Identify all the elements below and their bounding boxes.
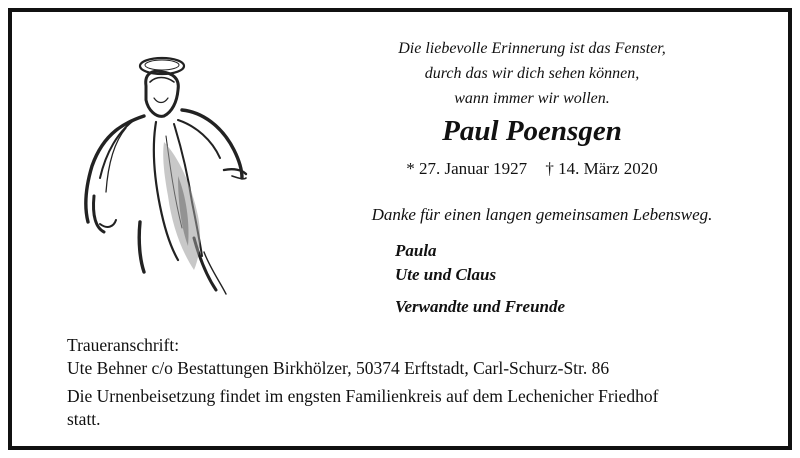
burial-note-continued: statt.	[67, 409, 101, 429]
mourner-name: Verwandte und Freunde	[395, 297, 566, 316]
obituary-frame	[8, 8, 792, 450]
burial-note: Die Urnenbeisetzung findet im engsten Familienkreis auf dem Lechenicher Friedhof	[67, 386, 659, 406]
mourners-list	[395, 239, 565, 319]
mourner-name: Ute und Claus	[395, 265, 497, 284]
footer-info	[67, 334, 787, 431]
memorial-poem	[312, 36, 752, 111]
deceased-name: Paul Poensgen	[442, 115, 622, 147]
birth-date: * 27. Januar 1927	[406, 159, 528, 178]
poem-line: durch das wir dich sehen können,	[424, 65, 640, 82]
poem-line: Die liebevolle Erinnerung ist das Fenster,	[398, 40, 666, 57]
mourning-address: Ute Behner c/o Bestattungen Birkhölzer, 50374 Erftstadt, Carl-Schurz-Str. 86	[67, 358, 610, 378]
poem-line: wann immer wir wollen.	[454, 90, 610, 107]
thanks-line: Danke für einen langen gemeinsamen Lebensweg.	[371, 205, 713, 224]
address-label: Traueranschrift:	[67, 335, 180, 355]
life-dates	[312, 159, 752, 179]
angel-icon	[74, 46, 274, 306]
death-date: † 14. März 2020	[545, 159, 658, 178]
mourner-name: Paula	[395, 241, 437, 260]
